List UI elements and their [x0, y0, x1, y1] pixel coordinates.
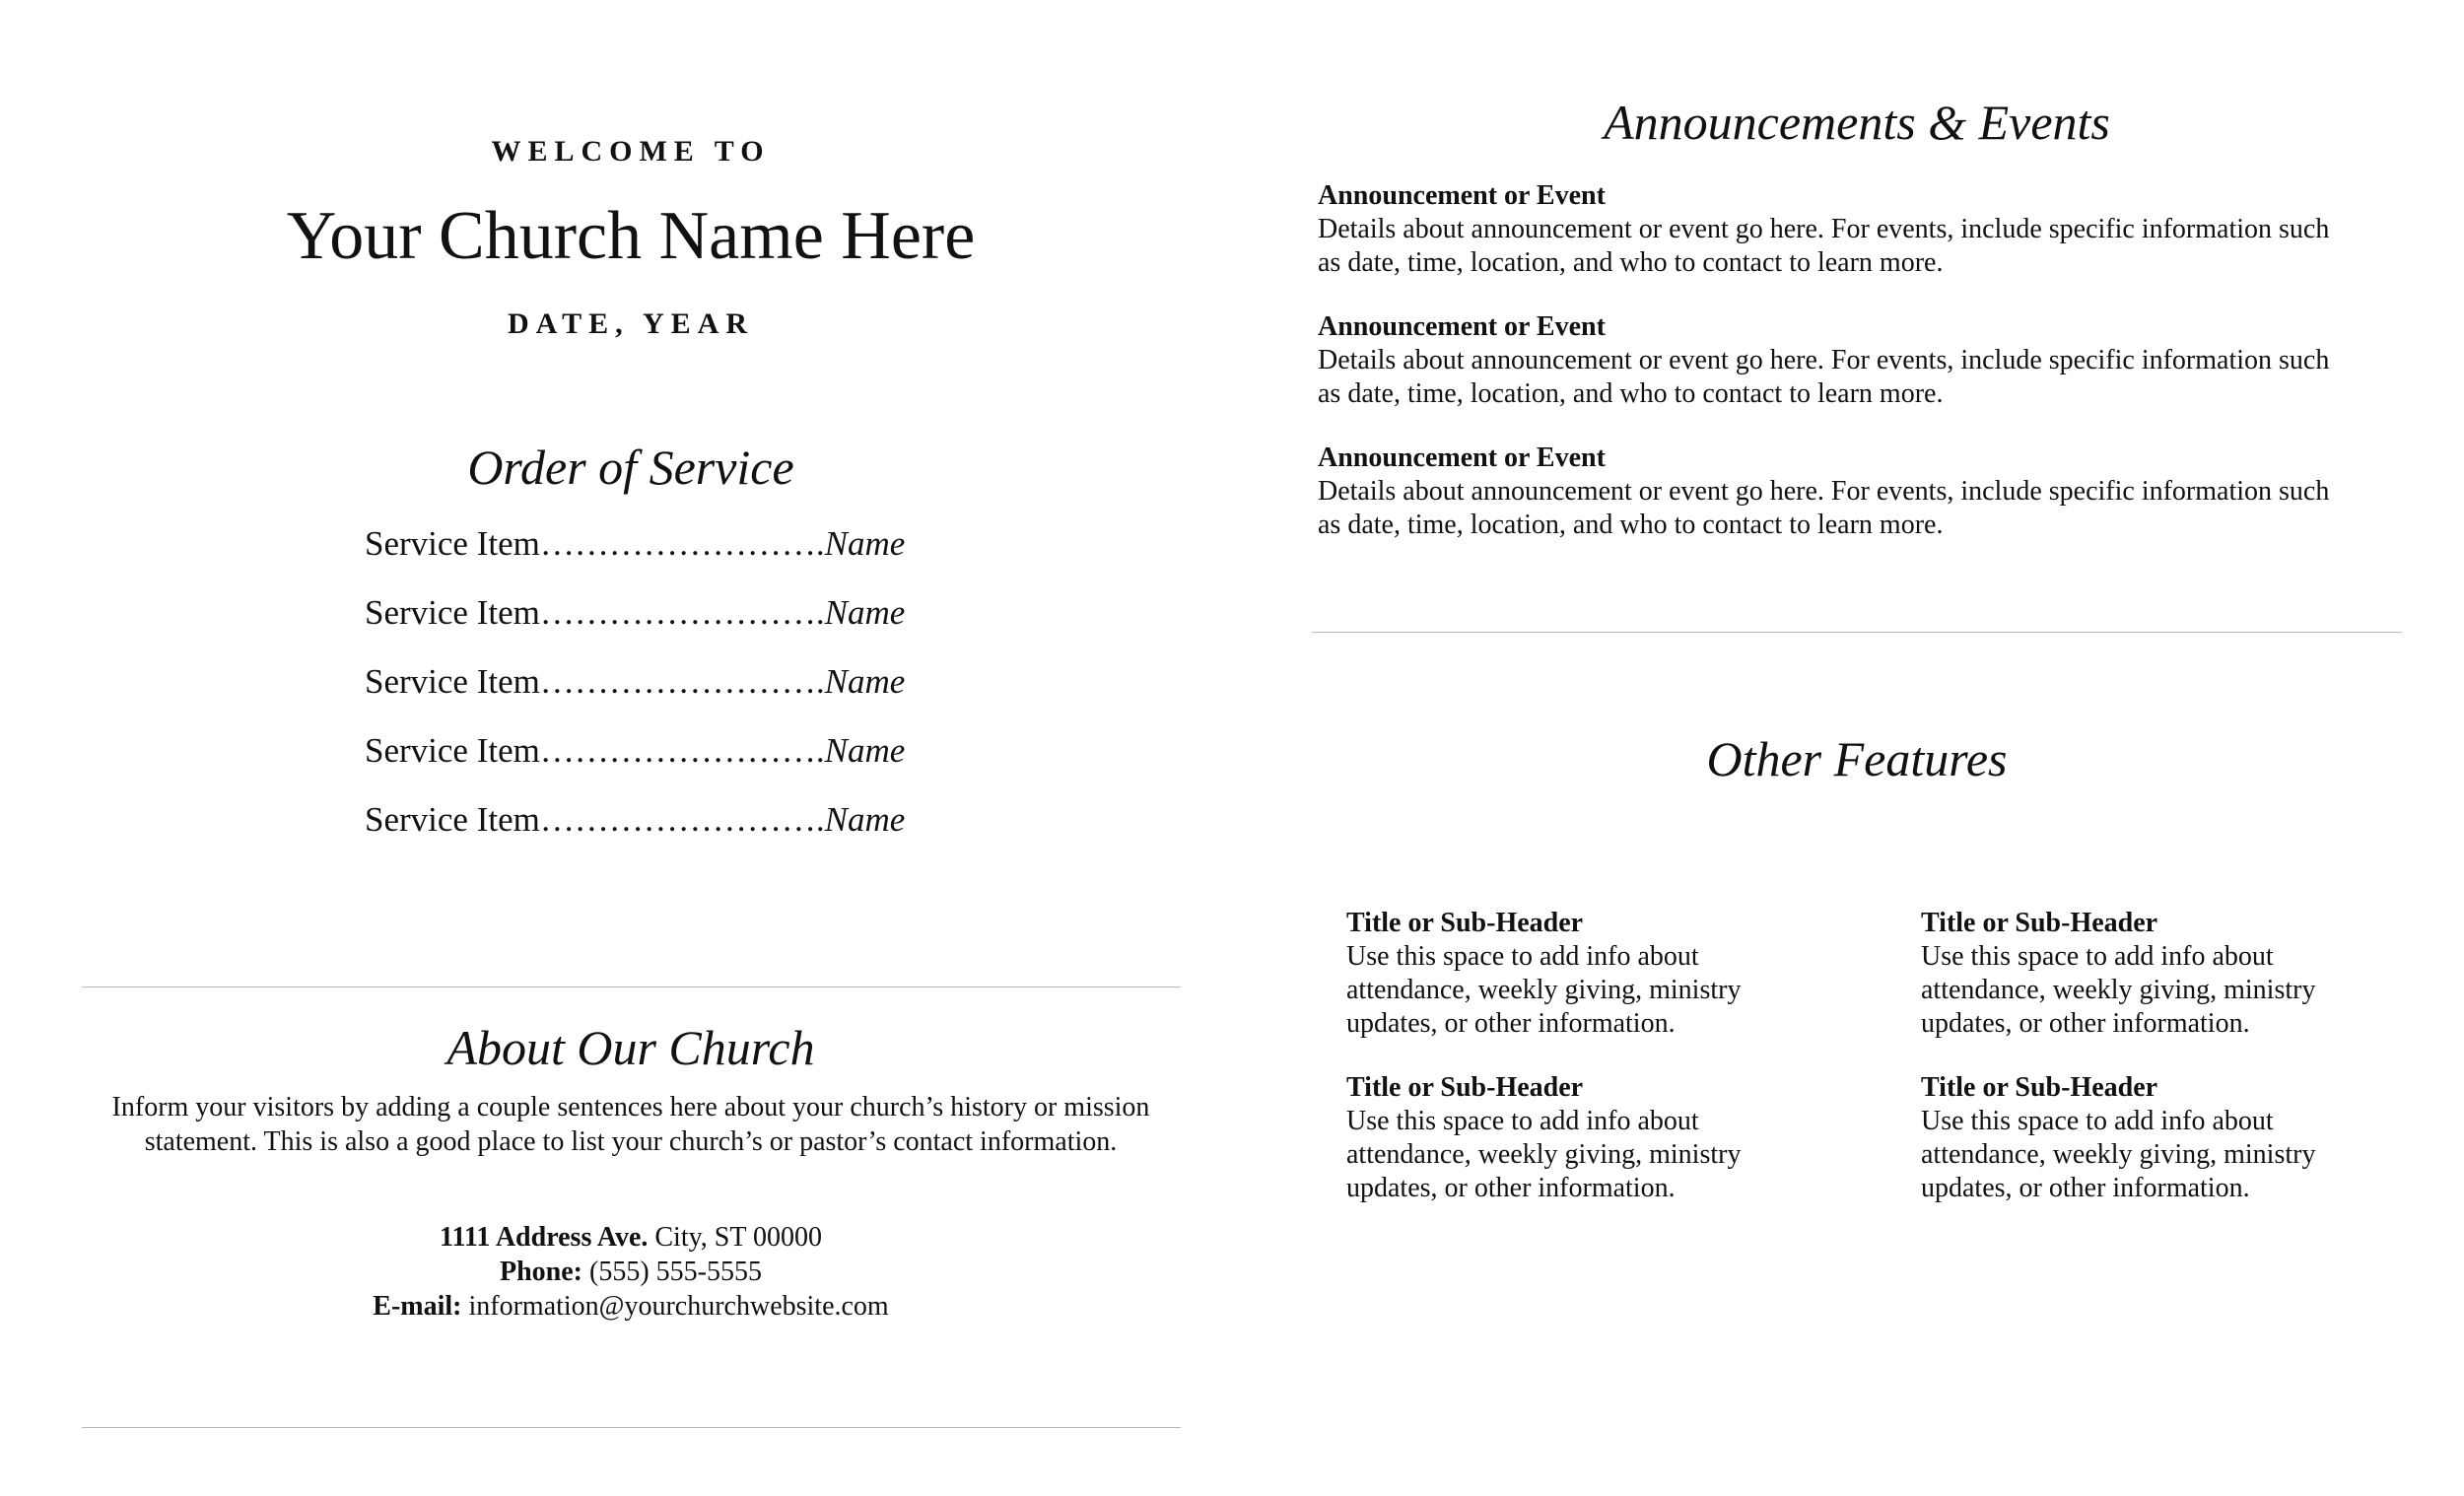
address-line — [81, 1220, 1181, 1255]
feature-text: updates, or other information. — [1921, 1008, 2250, 1039]
feature-text: updates, or other information. — [1921, 1173, 2250, 1203]
about-text: Inform your visitors by adding a couple sentences here about your church’s history or mission statement. This is also a good place to list your church’s or pastor’s contact information. — [111, 1092, 1150, 1157]
feature-title: Title or Sub-Header — [1346, 908, 1584, 938]
feature-block — [1921, 1071, 2374, 1205]
phone-line — [81, 1255, 1181, 1289]
feature-text: Use this space to add info about — [1921, 1106, 2274, 1136]
service-item-label: Service Item — [365, 662, 540, 701]
feature-text: attendance, weekly giving, ministry — [1921, 975, 2316, 1005]
phone-label: Phone: — [500, 1257, 582, 1287]
announcements-heading: Announcements & Events — [1604, 95, 2110, 150]
announcement-details: Details about announcement or event go here. For events, include specific information such — [1318, 345, 2330, 375]
address-value: City, ST 00000 — [648, 1222, 822, 1253]
feature-text: Use this space to add info about — [1346, 1106, 1699, 1136]
feature-title: Title or Sub-Header — [1921, 1072, 2158, 1103]
announcement-details: Details about announcement or event go here. For events, include specific information such — [1318, 476, 2330, 507]
service-item-label: Service Item — [365, 800, 540, 839]
section-divider — [82, 986, 1181, 987]
service-item-label: Service Item — [365, 731, 540, 770]
announcement-item — [1318, 179, 2412, 310]
announcement-details: Details about announcement or event go here. For events, include specific information such — [1318, 214, 2330, 244]
feature-text: updates, or other information. — [1346, 1008, 1676, 1039]
announcement-details: as date, time, location, and who to contact to learn more. — [1318, 510, 1944, 540]
section-divider — [82, 1427, 1181, 1428]
feature-text: attendance, weekly giving, ministry — [1346, 975, 1742, 1005]
announcement-title: Announcement or Event — [1318, 180, 1606, 211]
service-item-label: Service Item — [365, 593, 540, 632]
announcement-item — [1318, 442, 2412, 573]
service-row — [365, 592, 956, 661]
announcement-title: Announcement or Event — [1318, 311, 1606, 342]
announcement-item — [1318, 310, 2412, 442]
service-name: Name — [824, 800, 906, 839]
feature-block — [1921, 907, 2374, 1041]
phone-value: (555) 555-5555 — [582, 1257, 762, 1287]
about-heading: About Our Church — [446, 1020, 815, 1075]
service-name: Name — [824, 593, 906, 632]
feature-block — [1346, 1071, 1800, 1205]
email-label: E-mail: — [373, 1291, 462, 1322]
email-line — [81, 1289, 1181, 1324]
feature-title: Title or Sub-Header — [1346, 1072, 1584, 1103]
announcement-title: Announcement or Event — [1318, 442, 1606, 473]
service-row — [365, 799, 956, 868]
service-leader-dots: ……………………. — [539, 524, 825, 563]
feature-text: updates, or other information. — [1346, 1173, 1676, 1203]
church-name-title: Your Church Name Here — [286, 198, 976, 274]
announcement-details: as date, time, location, and who to contact to learn more. — [1318, 378, 1944, 409]
address-label: 1111 Address Ave. — [440, 1222, 649, 1253]
service-item-label: Service Item — [365, 524, 540, 563]
date-year-label: DATE, YEAR — [507, 307, 754, 340]
feature-block — [1346, 907, 1800, 1041]
service-leader-dots: ……………………. — [539, 593, 825, 632]
section-divider — [1312, 632, 2402, 633]
service-leader-dots: ……………………. — [539, 662, 825, 701]
contact-block — [81, 1220, 1181, 1324]
feature-text: attendance, weekly giving, ministry — [1346, 1139, 1742, 1170]
service-leader-dots: ……………………. — [539, 800, 825, 839]
feature-title: Title or Sub-Header — [1921, 908, 2158, 938]
service-row — [365, 730, 956, 799]
service-leader-dots: ……………………. — [539, 731, 825, 770]
service-row — [365, 523, 956, 592]
service-name: Name — [824, 731, 906, 770]
email-value: information@yourchurchwebsite.com — [461, 1291, 889, 1322]
announcements-list — [1318, 179, 2412, 573]
other-features-heading: Other Features — [1706, 731, 2008, 786]
service-name: Name — [824, 662, 906, 701]
service-list — [365, 523, 956, 868]
feature-text: attendance, weekly giving, ministry — [1921, 1139, 2316, 1170]
service-name: Name — [824, 524, 906, 563]
order-of-service-heading: Order of Service — [467, 440, 794, 495]
service-row — [365, 661, 956, 730]
welcome-label: WELCOME TO — [491, 135, 771, 168]
announcement-details: as date, time, location, and who to contact to learn more. — [1318, 247, 1944, 278]
feature-text: Use this space to add info about — [1346, 941, 1699, 972]
feature-text: Use this space to add info about — [1921, 941, 2274, 972]
